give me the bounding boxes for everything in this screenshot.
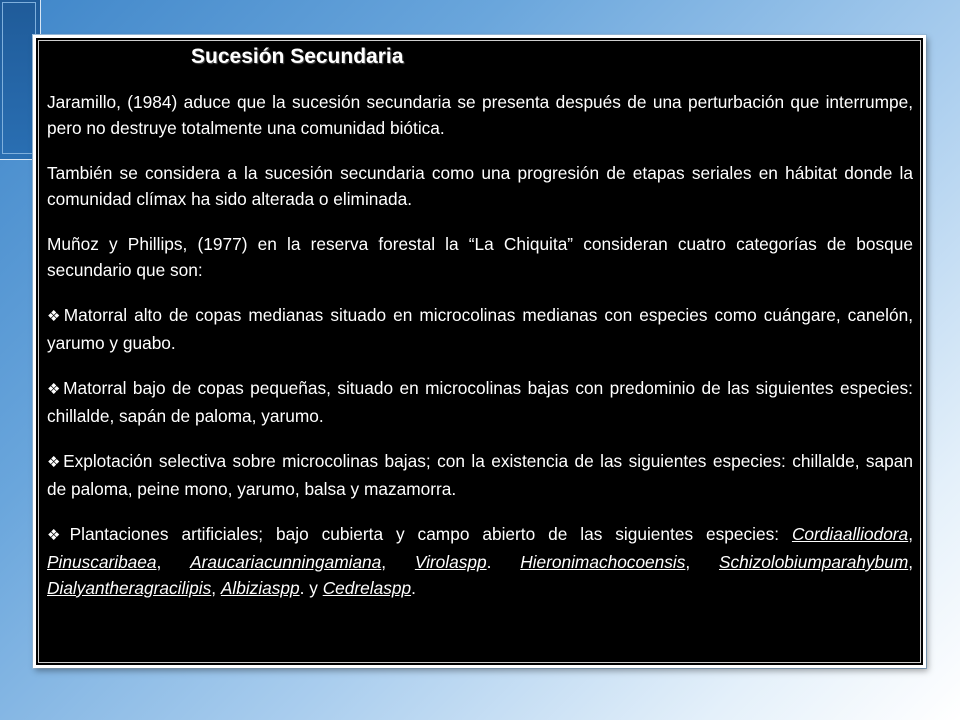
species-name: Albiziaspp: [220, 578, 300, 598]
species-name: Araucariacunningamiana: [190, 552, 382, 572]
side-bar-inner-frame: [2, 2, 36, 154]
slide-title: Sucesión Secundaria: [191, 45, 404, 68]
species-separator: ,: [211, 578, 221, 598]
species-name: Cordiaalliodora: [791, 524, 909, 544]
paragraph-jaramillo: Jaramillo, (1984) aduce que la sucesión secundaria se presenta después de una perturbación que interrumpe, pero no destruye totalmente una comunidad biótica.: [47, 92, 913, 138]
text-panel: [33, 35, 926, 668]
panel-content: [47, 44, 913, 620]
species-separator: ,: [685, 552, 719, 572]
diamond-bullet-icon: ❖: [47, 308, 63, 325]
species-separator: .: [411, 578, 416, 598]
list-item-matorral-bajo: [47, 375, 913, 429]
species-name: Cedrelaspp: [322, 578, 412, 598]
species-separator: ,: [908, 552, 914, 572]
paragraph-definition: También se considera a la sucesión secundaria como una progresión de etapas seriales en hábitat donde la comunidad clímax ha sido alterada o eliminada.: [47, 163, 913, 209]
list-item-text: Explotación selectiva sobre microcolinas bajas; con la existencia de las siguientes especies: chillalde, sapan de paloma, peine mono, yarumo, balsa y mazamorra.: [47, 451, 913, 499]
species-separator: .: [486, 552, 521, 572]
list-item-explotacion: [47, 448, 913, 502]
diamond-bullet-icon: ❖: [47, 527, 69, 544]
species-name: Dialyantheragracilipis: [47, 578, 212, 598]
species-name: Schizolobiumparahybum: [718, 552, 909, 572]
species-name: Pinuscaribaea: [47, 552, 157, 572]
list-item-plantaciones: [47, 521, 913, 601]
species-separator: ,: [908, 524, 913, 544]
paragraph-munoz-phillips: Muñoz y Phillips, (1977) en la reserva forestal la “La Chiquita” consideran cuatro categorías de bosque secundario que son:: [47, 234, 913, 280]
list-item-text: Matorral bajo de copas pequeñas, situado en microcolinas bajas con predominio de las siguientes especies: chillalde, sapán de paloma, yarumo.: [47, 378, 913, 426]
diamond-bullet-icon: ❖: [47, 454, 63, 471]
diamond-bullet-icon: ❖: [47, 381, 63, 398]
list-item-text: Matorral alto de copas medianas situado en microcolinas medianas con especies como cuángare, canelón, yarumo y guabo.: [47, 305, 913, 353]
species-name: Hieronimachocoensis: [520, 552, 686, 572]
species-separator: ,: [381, 552, 415, 572]
list-item-text: Plantaciones artificiales; bajo cubierta y campo abierto de las siguientes especies:: [69, 524, 792, 544]
species-separator: . y: [299, 578, 323, 598]
species-separator: ,: [156, 552, 191, 572]
species-name: Virolaspp: [414, 552, 487, 572]
list-item-matorral-alto: [47, 302, 913, 356]
